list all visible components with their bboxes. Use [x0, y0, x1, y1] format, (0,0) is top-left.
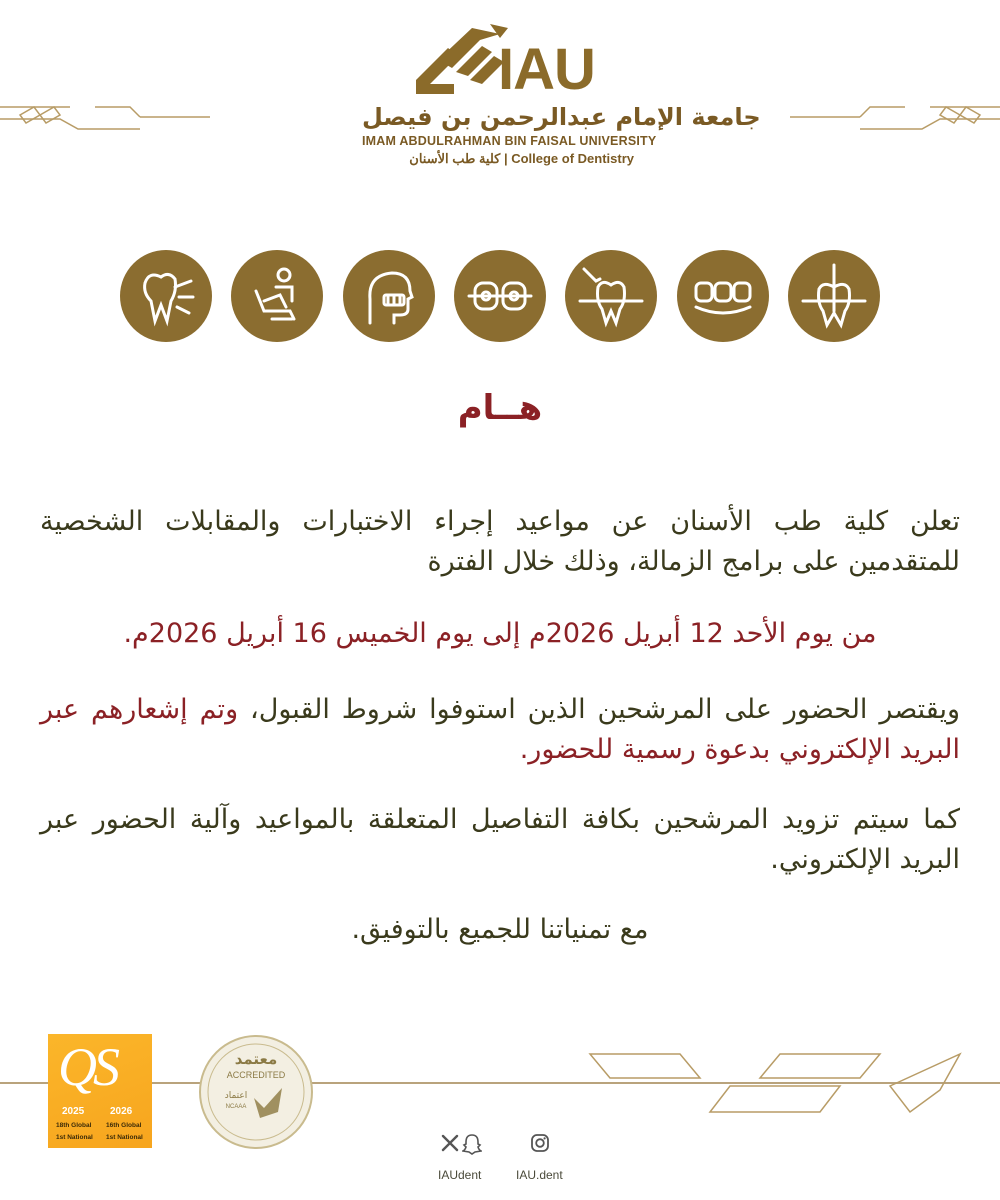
header-ornament-left — [0, 95, 210, 135]
notice-date-range: من يوم الأحد 12 أبريل 2026م إلى يوم الخميس 16 أبريل 2026م. — [123, 618, 877, 649]
accreditation-seal — [198, 1034, 314, 1150]
root-canal-icon — [788, 250, 880, 342]
accreditation-mark: اعتماد — [224, 1091, 248, 1101]
qs-rank-1-national: 1st National — [56, 1134, 93, 1141]
notice-closing: مع تمنياتنا للجميع بالتوفيق. — [351, 914, 649, 945]
handle-iaudent[interactable]: IAUdent — [438, 1168, 482, 1182]
dental-chair-icon — [231, 250, 323, 342]
notice-paragraph-1: تعلن كلية طب الأسنان عن مواعيد إجراء الاختبارات والمقابلات الشخصية للمتقدمين على برامج الزمالة، وذلك خلال الفترة — [40, 506, 960, 577]
qs-rank-2-global: 16th Global — [106, 1122, 142, 1129]
snapchat-icon[interactable] — [462, 1133, 482, 1155]
qs-rank-2-national: 1st National — [106, 1134, 143, 1141]
tooth-roots-icon — [120, 250, 212, 342]
accreditation-ar: معتمد — [234, 1050, 278, 1068]
braces-icon — [454, 250, 546, 342]
face-profile-icon — [343, 250, 435, 342]
header-ornament-right — [790, 95, 1000, 135]
dentures-icon — [677, 250, 769, 342]
dental-probe-icon — [565, 250, 657, 342]
x-icon[interactable] — [440, 1133, 460, 1153]
university-name-en: IMAM ABDULRAHMAN BIN FAISAL UNIVERSITY — [362, 134, 657, 148]
notice-title: هــام — [457, 388, 543, 428]
instagram-icon[interactable] — [530, 1133, 550, 1153]
dental-icons-row — [120, 250, 880, 342]
qs-ranking-badge — [48, 1034, 152, 1148]
qs-year-1: 2025 — [62, 1106, 85, 1117]
accreditation-en: ACCREDITED — [226, 1070, 286, 1080]
qs-year-2: 2026 — [110, 1106, 133, 1117]
college-name: كلية طب الأسنان | College of Dentistry — [409, 151, 634, 166]
handle-iau-dent[interactable]: IAU.dent — [516, 1168, 563, 1182]
notice-paragraph-3-highlight: وتم إشعارهم عبر البريد الإلكتروني بدعوة رسمية للحضور. — [40, 694, 960, 765]
university-name-ar: جامعة الإمام عبدالرحمن بن فيصل — [362, 103, 761, 131]
qs-rank-1-global: 18th Global — [56, 1122, 92, 1129]
notice-paragraph-3 — [40, 690, 960, 770]
accreditation-org: NCAAA — [225, 1104, 247, 1110]
notice-paragraph-4: كما سيتم تزويد المرشحين بكافة التفاصيل المتعلقة بالمواعيد وآلية الحضور عبر البريد الإلكتروني. — [40, 804, 960, 875]
logo-wordmark: IAU — [498, 37, 595, 102]
qs-logo: QS — [58, 1037, 116, 1097]
notice-paragraph-3-main: ويقتصر الحضور على المرشحين الذين استوفوا شروط القبول، — [250, 694, 960, 725]
footer-ornament — [580, 1050, 980, 1120]
